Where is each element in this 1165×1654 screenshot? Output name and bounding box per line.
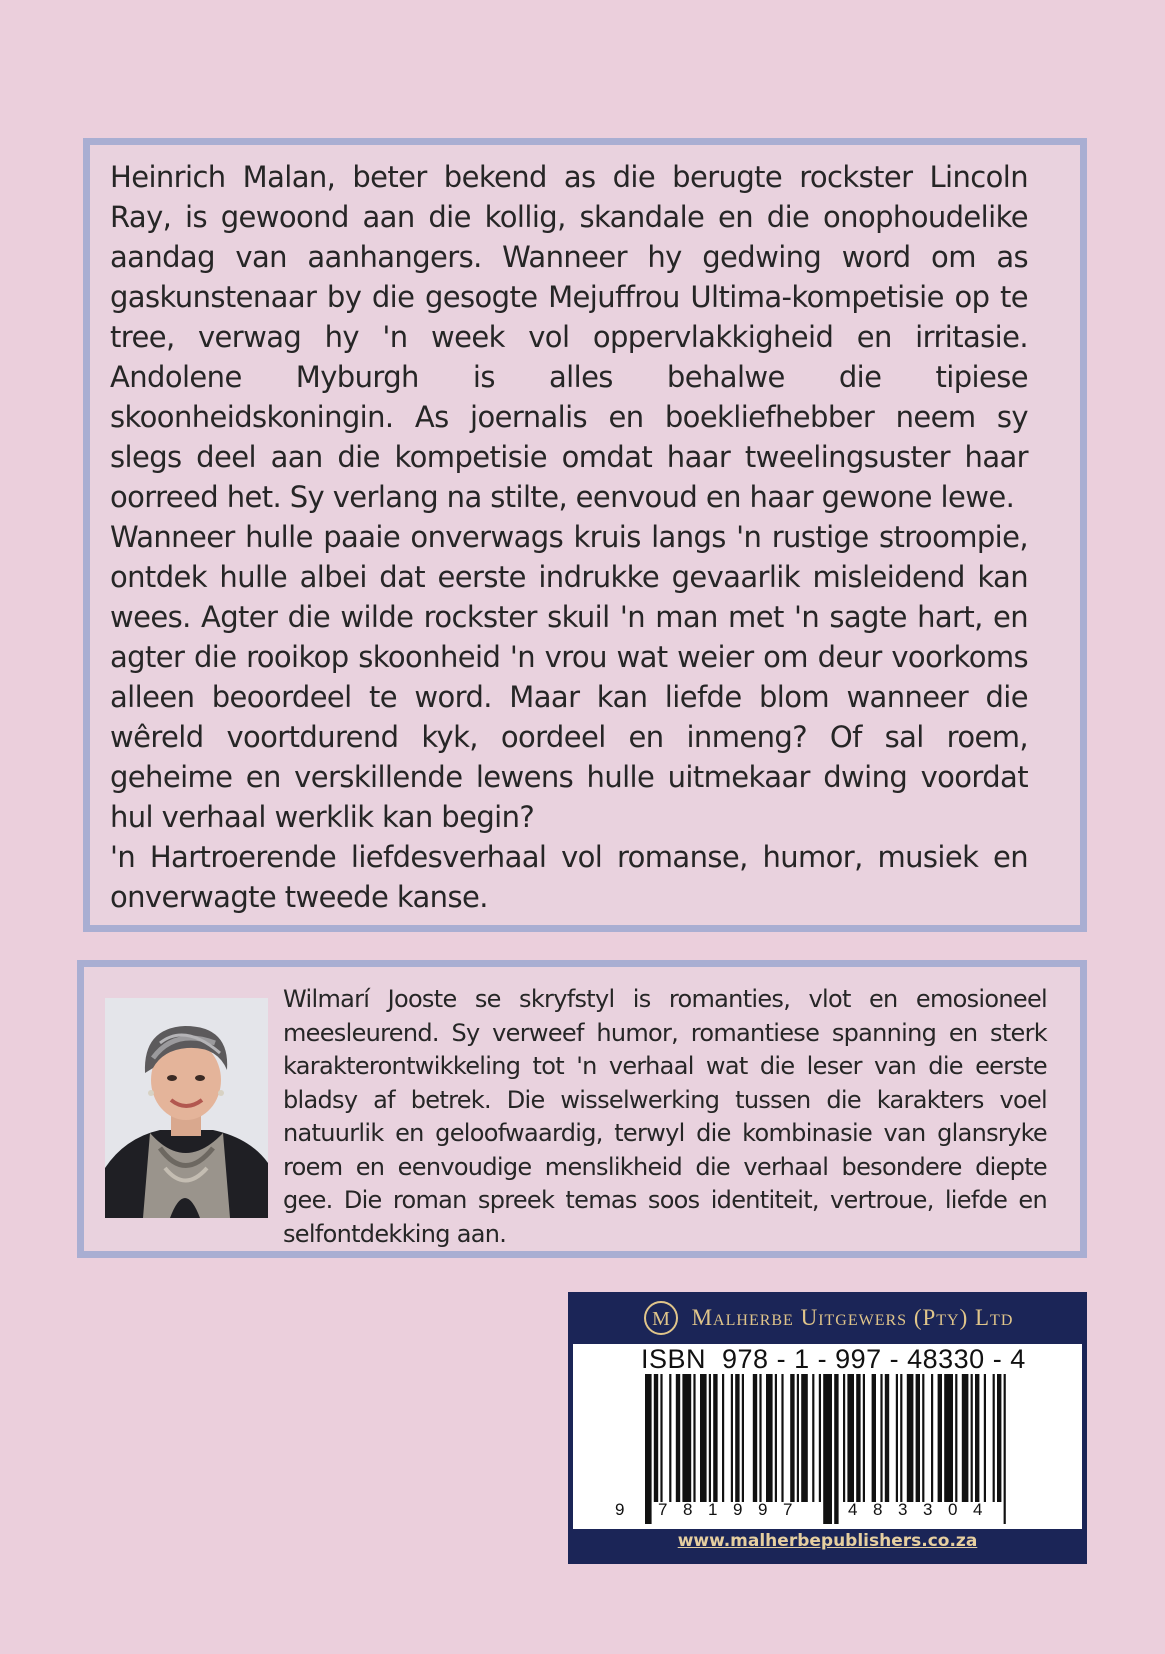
barcode-bar — [885, 1374, 889, 1502]
barcode-bar — [797, 1374, 799, 1502]
barcode-bar — [993, 1374, 995, 1502]
barcode-bar — [975, 1374, 979, 1502]
barcode-bar — [1004, 1374, 1006, 1524]
publisher-block — [568, 1292, 1087, 1564]
barcode-bar — [916, 1374, 920, 1502]
barcode-bar — [938, 1374, 942, 1502]
barcode — [573, 1344, 1082, 1529]
publisher-name: Malherbe Uitgewers (Pty) Ltd — [691, 1305, 1014, 1330]
barcode-bar — [847, 1374, 854, 1502]
barcode-bars — [573, 1344, 1082, 1529]
barcode-bar — [790, 1374, 794, 1502]
barcode-digit: 8 — [683, 1500, 693, 1519]
barcode-bar — [700, 1374, 707, 1502]
barcode-digit: 4 — [973, 1500, 983, 1519]
barcode-bar — [931, 1374, 933, 1502]
barcode-bar — [735, 1374, 739, 1502]
barcode-bar — [709, 1374, 711, 1502]
barcode-bar — [984, 1374, 986, 1502]
barcode-bar — [872, 1374, 876, 1502]
barcode-bar — [654, 1374, 658, 1502]
barcode-bar — [693, 1374, 695, 1502]
barcode-bar — [645, 1374, 652, 1524]
barcode-bar — [856, 1374, 860, 1502]
publisher-logo-icon — [642, 1299, 680, 1337]
barcode-digit: 9 — [758, 1500, 768, 1519]
author-photo — [105, 998, 268, 1218]
barcode-digit: 4 — [848, 1500, 858, 1519]
barcode-bar — [812, 1374, 814, 1502]
publisher-website-link[interactable]: www.malherbepublishers.co.za — [677, 1531, 978, 1551]
barcode-bar — [742, 1374, 744, 1502]
barcode-bar — [660, 1374, 662, 1502]
barcode-bar — [922, 1374, 924, 1502]
barcode-bar — [997, 1374, 1001, 1502]
blurb-paragraph-3: 'n Hartroerende liefdesverhaal vol romanse, humor, musiek en onverwagte tweede kanse. — [110, 840, 1028, 914]
barcode-digit: 7 — [658, 1500, 668, 1519]
barcode-bar — [759, 1374, 761, 1502]
author-box — [77, 960, 1087, 1258]
isbn-label: ISBN 978 - 1 - 997 - 48330 - 4 — [641, 1344, 1026, 1374]
barcode-digit: 8 — [873, 1500, 883, 1519]
barcode-digit: 0 — [948, 1500, 958, 1519]
barcode-bar — [775, 1374, 777, 1502]
blurb-box — [83, 138, 1087, 932]
barcode-bar — [819, 1374, 821, 1502]
barcode-bar — [823, 1374, 832, 1524]
barcode-bar — [900, 1374, 902, 1502]
svg-text:M: M — [651, 1308, 670, 1330]
barcode-bar — [676, 1374, 680, 1502]
barcode-digit: 7 — [783, 1500, 793, 1519]
barcode-bar — [907, 1374, 914, 1502]
barcode-bar — [962, 1374, 969, 1502]
barcode-bar — [669, 1374, 671, 1502]
blurb-paragraph-1: Heinrich Malan, beter bekend as die berugte rockster Lincoln Ray, is gewoond aan die kollig, skandale en die onophoudelike aandag van aanhangers. Wanneer hy gedwing word om as gaskunstenaar by die gesogte Mejuffrou Ultima-kompetisie op te tree, verwag hy 'n week vol oppervlakkigheid en irritasie. Andolene Myburgh is alles behalwe die tipiese skoonheidskoningin. As joernalis en boekliefhebber neem sy slegs deel aan die kompetisie omdat haar tweelingsuster haar oorreed het. Sy verlang na stilte, eenvoud en haar gewone lewe. — [110, 160, 1028, 514]
barcode-bar — [713, 1374, 717, 1502]
barcode-bar — [731, 1374, 733, 1502]
barcode-bar — [880, 1374, 882, 1502]
barcode-bar — [753, 1374, 757, 1502]
barcode-bar — [722, 1374, 724, 1502]
barcode-bar — [971, 1374, 973, 1502]
author-portrait-icon — [105, 998, 268, 1218]
barcode-digit: 9 — [615, 1500, 625, 1519]
barcode-bar — [834, 1374, 838, 1524]
barcode-bar — [843, 1374, 845, 1502]
blurb-paragraph-2: Wanneer hulle paaie onverwags kruis langs 'n rustige stroompie, ontdek hulle albei dat eerste indrukke gevaarlik misleidend kan wees. Agter die wilde rockster skuil 'n man met 'n sagte hart, en agter die rooikop skoonheid 'n vrou wat weier om deur voorkoms alleen beoordeel te word. Maar kan liefde blom wanneer die wêreld voortdurend kyk, oordeel en inmeng? Of sal roem, geheime en verskillende lewens hulle uitmekaar dwing voordat hul verhaal werklik kan begin? — [110, 520, 1028, 834]
author-bio: Wilmarí Jooste se skryfstyl is romanties, vlot en emosioneel meesleurend. Sy verweef humor, romantiese spanning en sterk karakterontwikkeling tot 'n verhaal wat die leser van die eerste bladsy af betrek. Die wisselwerking tussen die karakters voel natuurlik en geloofwaardig, terwyl die kombinasie van glansryke roem en eenvoudige menslikheid die verhaal besondere diepte gee. Die roman spreek temas soos identiteit, vertroue, liefde en selfontdekking aan. — [283, 985, 1047, 1248]
barcode-bar — [955, 1374, 957, 1502]
barcode-bar — [944, 1374, 953, 1502]
publisher-header — [568, 1292, 1087, 1344]
barcode-bar — [863, 1374, 865, 1502]
barcode-bar — [766, 1374, 773, 1502]
barcode-digit: 3 — [898, 1500, 908, 1519]
barcode-bar — [781, 1374, 783, 1502]
barcode-digit: 3 — [923, 1500, 933, 1519]
barcode-bar — [682, 1374, 691, 1502]
barcode-digit: 1 — [708, 1500, 718, 1519]
barcode-bar — [801, 1374, 808, 1502]
barcode-bar — [896, 1374, 898, 1502]
barcode-digit: 9 — [733, 1500, 743, 1519]
